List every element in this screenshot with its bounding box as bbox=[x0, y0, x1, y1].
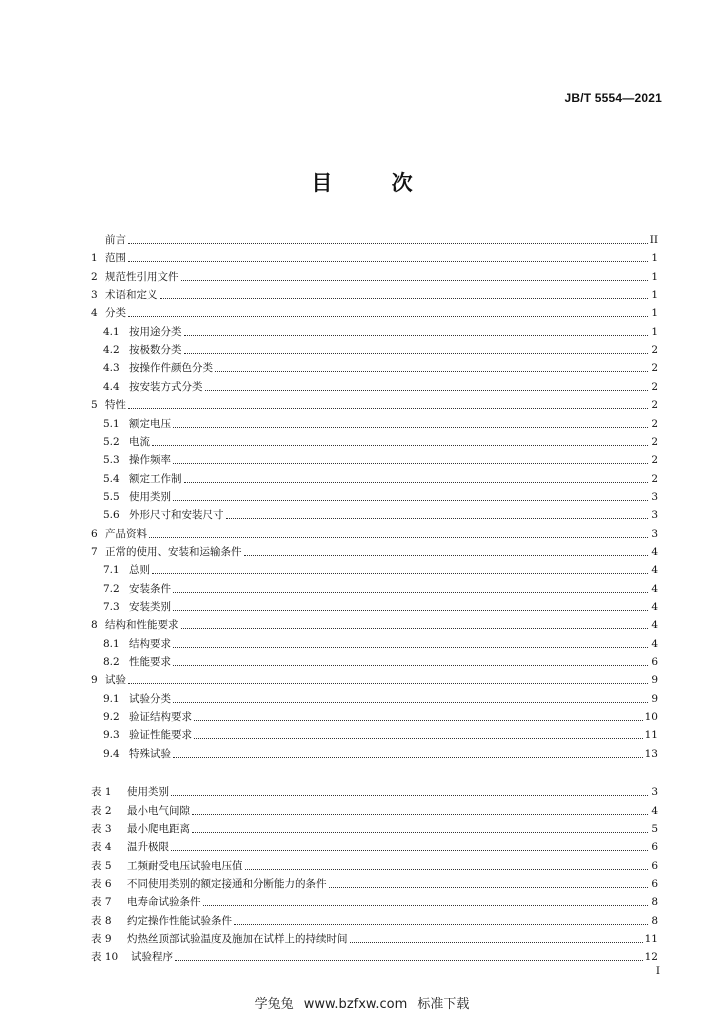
toc-entry-page: 4 bbox=[651, 564, 658, 577]
dot-leader bbox=[192, 813, 648, 815]
toc-entry-page: 11 bbox=[644, 932, 658, 945]
toc-entry-label: 不同使用类别的额定接通和分断能力的条件 bbox=[127, 877, 327, 890]
toc-entry-page: 8 bbox=[651, 914, 658, 927]
dot-leader bbox=[181, 627, 649, 629]
toc-entry[interactable] bbox=[103, 505, 658, 522]
dot-leader bbox=[184, 481, 649, 483]
toc-entry-label: 温升极限 bbox=[127, 841, 169, 854]
toc-entry-page: 3 bbox=[651, 786, 658, 799]
toc-entry-label: 按极数分类 bbox=[129, 344, 182, 357]
toc-entry-label: 安装条件 bbox=[129, 582, 171, 595]
toc-entry-label: 前言 bbox=[105, 234, 126, 246]
dot-leader bbox=[173, 591, 648, 593]
toc-entry-page: 2 bbox=[651, 435, 658, 448]
toc-entry-number: 表 4 bbox=[91, 841, 112, 854]
toc-entry-page: 13 bbox=[644, 747, 658, 760]
dot-leader bbox=[128, 242, 648, 244]
toc-entry[interactable] bbox=[91, 542, 658, 559]
toc-entry-page: 4 bbox=[651, 545, 658, 558]
dot-leader bbox=[160, 297, 649, 299]
dot-leader bbox=[173, 609, 648, 611]
page-title: 目 次 bbox=[311, 171, 439, 195]
dot-leader bbox=[152, 572, 648, 574]
toc-entry-page: 2 bbox=[651, 344, 658, 357]
toc-entry-number: 7 bbox=[91, 545, 98, 558]
toc-entry-label: 最小电气间隙 bbox=[127, 804, 190, 817]
toc-entry[interactable] bbox=[103, 377, 658, 394]
toc-entry[interactable] bbox=[91, 670, 658, 687]
dot-leader bbox=[194, 737, 643, 739]
toc-entry-number: 6 bbox=[91, 527, 98, 540]
toc-entry-label: 电流 bbox=[129, 435, 150, 448]
dot-leader bbox=[128, 315, 648, 317]
toc-entry-label: 产品资料 bbox=[105, 527, 147, 540]
toc-entry-page: 2 bbox=[651, 380, 658, 393]
toc-entry[interactable] bbox=[103, 358, 658, 375]
toc-entry-page: 4 bbox=[651, 619, 658, 632]
toc-entry[interactable] bbox=[91, 911, 658, 928]
toc-entry[interactable] bbox=[91, 395, 658, 412]
toc-entry-number: 表 1 bbox=[91, 786, 112, 799]
footer-watermark: 学兔兔 www.bzfxw.com 标准下载 bbox=[254, 997, 470, 1012]
toc-entry-page: 9 bbox=[651, 674, 658, 687]
dot-leader bbox=[184, 334, 649, 336]
toc-entry[interactable] bbox=[103, 322, 658, 339]
dot-leader bbox=[205, 389, 649, 391]
toc-entry-number: 1 bbox=[91, 252, 98, 265]
standard-code: JB/T 5554—2021 bbox=[564, 91, 662, 105]
page-number: I bbox=[655, 965, 660, 977]
dot-leader bbox=[152, 444, 648, 446]
toc-entry[interactable] bbox=[103, 597, 658, 614]
toc-entry-label: 试验 bbox=[105, 674, 126, 687]
toc-entry-number: 表 3 bbox=[91, 822, 112, 835]
toc-entry-number: 8.1 bbox=[103, 637, 120, 650]
toc-entry[interactable] bbox=[103, 487, 658, 504]
dot-leader bbox=[173, 664, 648, 666]
toc-entry[interactable] bbox=[103, 634, 658, 651]
toc-entry-number: 7.2 bbox=[103, 582, 120, 595]
dot-leader bbox=[173, 756, 643, 758]
toc-entry-label: 特殊试验 bbox=[129, 747, 171, 760]
toc-entry[interactable] bbox=[103, 414, 658, 431]
toc-entry-number: 表 9 bbox=[91, 932, 112, 945]
toc-entry[interactable] bbox=[91, 248, 658, 265]
toc-entry-label: 特性 bbox=[105, 399, 126, 412]
dot-leader bbox=[244, 554, 649, 556]
toc-entry-page: 6 bbox=[651, 656, 658, 669]
toc-entry-number: 4.2 bbox=[103, 344, 120, 357]
toc-entry[interactable] bbox=[91, 267, 658, 284]
toc-entry-number: 5.1 bbox=[103, 417, 120, 430]
dot-leader bbox=[171, 794, 648, 796]
toc-entry[interactable] bbox=[103, 652, 658, 669]
toc-entry-number: 表 8 bbox=[91, 914, 112, 927]
toc-entry-label: 外形尺寸和安装尺寸 bbox=[129, 509, 224, 522]
toc-entry-number: 9.1 bbox=[103, 692, 120, 705]
toc-entry-page: 6 bbox=[651, 841, 658, 854]
toc-entry-label: 按操作件颜色分类 bbox=[129, 362, 213, 375]
toc-entry-number: 9.2 bbox=[103, 711, 120, 724]
toc-entry[interactable] bbox=[91, 947, 658, 964]
toc-entry-page: 1 bbox=[651, 307, 658, 320]
dot-leader bbox=[192, 831, 648, 833]
toc-entry[interactable] bbox=[91, 856, 658, 873]
toc-entry-number: 5.4 bbox=[103, 472, 120, 485]
dot-leader bbox=[329, 886, 649, 888]
toc-entry-number: 9.4 bbox=[103, 747, 120, 760]
toc-entry[interactable] bbox=[103, 450, 658, 467]
dot-leader bbox=[245, 868, 649, 870]
toc-entry[interactable] bbox=[91, 303, 658, 320]
toc-entry[interactable] bbox=[103, 725, 658, 742]
toc-entry[interactable] bbox=[91, 837, 658, 854]
toc-entry-page: 4 bbox=[651, 582, 658, 595]
toc-entry-number: 4.3 bbox=[103, 362, 120, 375]
toc-entry[interactable] bbox=[103, 340, 658, 357]
toc-entry-page: 6 bbox=[651, 859, 658, 872]
dot-leader bbox=[128, 682, 648, 684]
toc-entry-label: 结构和性能要求 bbox=[105, 619, 179, 632]
toc-entry-label: 验证性能要求 bbox=[129, 729, 192, 742]
toc-entry-number: 4 bbox=[91, 307, 98, 320]
toc-entry[interactable] bbox=[91, 782, 658, 799]
toc-entry-number: 4.4 bbox=[103, 380, 120, 393]
toc-entry[interactable] bbox=[91, 929, 658, 946]
toc-entry-number: 表 7 bbox=[91, 896, 112, 909]
dot-leader bbox=[194, 719, 643, 721]
toc-entry-number: 5.5 bbox=[103, 490, 120, 503]
toc-entry-label: 试验分类 bbox=[129, 692, 171, 705]
toc-entry[interactable] bbox=[103, 560, 658, 577]
toc-entry[interactable] bbox=[103, 469, 658, 486]
toc-entry[interactable] bbox=[103, 744, 658, 761]
toc-entry-label: 最小爬电距离 bbox=[127, 822, 190, 835]
dot-leader bbox=[128, 407, 648, 409]
toc-entry[interactable] bbox=[103, 432, 658, 449]
toc-entry[interactable] bbox=[91, 892, 658, 909]
toc-entry-page: 8 bbox=[651, 896, 658, 909]
toc-entry-label: 使用类别 bbox=[129, 490, 171, 503]
toc-entry-page: 10 bbox=[644, 711, 658, 724]
toc-entry-page: 3 bbox=[651, 509, 658, 522]
toc-entry[interactable] bbox=[91, 819, 658, 836]
toc-entry-label: 额定工作制 bbox=[129, 472, 182, 485]
toc-entry-label: 分类 bbox=[105, 307, 126, 320]
toc-entry-number: 9.3 bbox=[103, 729, 120, 742]
toc-entry-page: 1 bbox=[651, 289, 658, 302]
toc-entry-page: 2 bbox=[651, 399, 658, 412]
toc-entry-label: 规范性引用文件 bbox=[105, 270, 179, 283]
toc-entry-page: 2 bbox=[651, 454, 658, 467]
toc-entry-label: 额定电压 bbox=[129, 417, 171, 430]
toc-entry-label: 试验程序 bbox=[131, 951, 173, 964]
toc-entry-number: 表 10 bbox=[91, 951, 119, 964]
dot-leader bbox=[173, 646, 648, 648]
toc-entry-number: 5.6 bbox=[103, 509, 120, 522]
toc-entry-number: 8 bbox=[91, 619, 98, 632]
toc-entry-page: 4 bbox=[651, 804, 658, 817]
toc-entry-label: 安装类别 bbox=[129, 601, 171, 613]
toc-entry-page: 4 bbox=[651, 637, 658, 650]
toc-entry-number: 3 bbox=[91, 289, 98, 302]
toc-entry-number: 4.1 bbox=[103, 325, 120, 338]
toc-entry-page: 2 bbox=[651, 417, 658, 430]
dot-leader bbox=[149, 536, 648, 538]
toc-entry-page: 9 bbox=[651, 692, 658, 705]
dot-leader bbox=[173, 701, 648, 703]
dot-leader bbox=[175, 959, 643, 961]
toc-entry-number: 表 5 bbox=[91, 859, 112, 872]
toc-entry[interactable] bbox=[103, 689, 658, 706]
toc-entry-label: 电寿命试验条件 bbox=[127, 896, 201, 909]
toc-entry-label: 操作频率 bbox=[129, 454, 171, 467]
toc-entry-number: 表 2 bbox=[91, 804, 112, 817]
toc-entry-page: 2 bbox=[651, 472, 658, 485]
dot-leader bbox=[203, 904, 649, 906]
toc-entry-label: 总则 bbox=[129, 564, 150, 577]
dot-leader bbox=[171, 849, 648, 851]
toc-entry-number: 9 bbox=[91, 674, 98, 687]
toc-entry-label: 范围 bbox=[105, 252, 126, 265]
toc-entry[interactable] bbox=[103, 579, 658, 596]
toc-entry-page: 3 bbox=[651, 527, 658, 540]
dot-leader bbox=[226, 517, 649, 519]
toc-entry-label: 结构要求 bbox=[129, 637, 171, 650]
toc-entry[interactable] bbox=[91, 801, 658, 818]
toc-entry-label: 术语和定义 bbox=[105, 289, 158, 302]
toc-entry-label: 工频耐受电压试验电压值 bbox=[127, 859, 243, 872]
dot-leader bbox=[215, 370, 648, 372]
toc-entry-page: 5 bbox=[651, 822, 658, 835]
toc-entry-number: 5.2 bbox=[103, 435, 120, 448]
dot-leader bbox=[350, 941, 643, 943]
dot-leader bbox=[128, 260, 648, 262]
dot-leader bbox=[173, 426, 648, 428]
dot-leader bbox=[181, 279, 649, 281]
toc-entry-label: 验证结构要求 bbox=[129, 711, 192, 724]
toc-entry-page: II bbox=[649, 234, 658, 246]
toc-entry[interactable] bbox=[91, 615, 658, 632]
toc-entry-label: 按用途分类 bbox=[129, 325, 182, 338]
toc-entry-number: 7.3 bbox=[103, 601, 120, 613]
toc-entry-label: 约定操作性能试验条件 bbox=[127, 914, 232, 927]
toc-entry-page: 1 bbox=[651, 325, 658, 338]
toc-entry-number: 8.2 bbox=[103, 656, 120, 669]
toc-entry-number: 5.3 bbox=[103, 454, 120, 467]
toc-entry-label: 正常的使用、安装和运输条件 bbox=[105, 545, 242, 558]
toc-entry-page: 12 bbox=[644, 951, 658, 964]
toc-entry-number: 表 6 bbox=[91, 877, 112, 890]
dot-leader bbox=[173, 462, 648, 464]
toc-entry-number: 5 bbox=[91, 399, 98, 412]
toc-entry-number: 2 bbox=[91, 270, 98, 283]
toc-entry-label: 灼热丝顶部试验温度及施加在试样上的持续时间 bbox=[127, 932, 348, 945]
dot-leader bbox=[184, 352, 649, 354]
toc-entry[interactable] bbox=[91, 230, 658, 247]
toc-entry-label: 性能要求 bbox=[129, 656, 171, 669]
toc-entry-page: 4 bbox=[651, 601, 658, 613]
toc-entry-number: 7.1 bbox=[103, 564, 120, 577]
toc-entry-label: 使用类别 bbox=[127, 786, 169, 799]
dot-leader bbox=[234, 923, 648, 925]
dot-leader bbox=[173, 499, 648, 501]
toc-entry-page: 11 bbox=[644, 729, 658, 742]
toc-entry-page: 2 bbox=[651, 362, 658, 375]
toc-entry-page: 6 bbox=[651, 877, 658, 890]
toc-entry[interactable] bbox=[91, 874, 658, 891]
toc-entry[interactable] bbox=[91, 285, 658, 302]
toc-entry[interactable] bbox=[103, 707, 658, 724]
toc-entry-page: 1 bbox=[651, 252, 658, 265]
toc-entry-page: 1 bbox=[651, 270, 658, 283]
toc-entry[interactable] bbox=[91, 524, 658, 541]
toc-entry-page: 3 bbox=[651, 490, 658, 503]
toc-entry-label: 按安装方式分类 bbox=[129, 380, 203, 393]
